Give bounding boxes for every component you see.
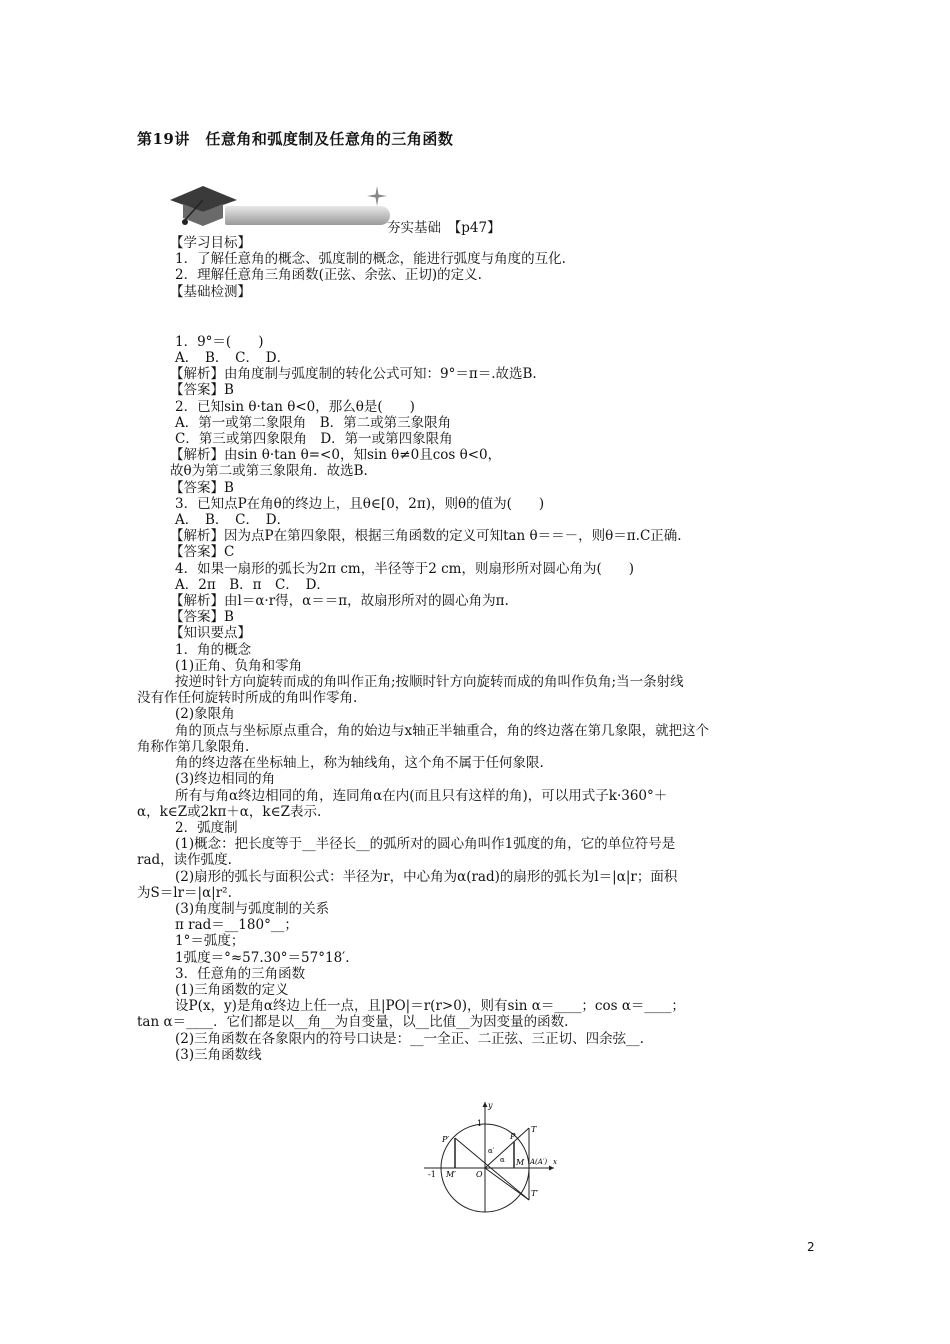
- kp-1-1-text: 按逆时针方向旋转而成的角叫作正角;按顺时针方向旋转而成的角叫作负角;当一条射线: [175, 674, 684, 691]
- question-1: 1．9°＝( ): [175, 333, 264, 350]
- fig-label-minus-one: -1: [428, 1170, 436, 1179]
- kp-2-1-text-cont: rad，读作弧度.: [137, 852, 232, 869]
- question-1-solution: 【解析】由角度制与弧度制的转化公式可知：9°＝π＝.故选B.: [170, 366, 537, 383]
- fig-label-p: P: [510, 1132, 516, 1141]
- question-2-options-c: C．第三或第四象限角 D．第一或第四象限角: [175, 431, 453, 448]
- fig-label-x: x: [553, 1158, 557, 1166]
- question-3: 3．已知点P在角θ的终边上，且θ∈[0，2π)，则θ的值为( ): [175, 495, 545, 512]
- fig-label-m-prime: M′: [446, 1170, 457, 1179]
- kp-1-2-text-2: 角的终边落在坐标轴上，称为轴线角，这个角不属于任何象限.: [175, 755, 544, 772]
- fig-label-a: A(A′): [530, 1158, 548, 1166]
- fig-label-t-prime: T′: [531, 1189, 539, 1198]
- question-4: 4．如果一扇形的弧长为2π cm，半径等于2 cm，则扇形所对圆心角为( ): [175, 560, 634, 577]
- question-3-options: A． B． C． D．: [175, 512, 291, 529]
- question-2-answer: 【答案】B: [170, 479, 234, 496]
- fig-label-o: O: [476, 1170, 483, 1179]
- kp-2-2-text: (2)扇形的弧长与面积公式：半径为r，中心角为α(rad)的扇形的弧长为l＝|α|r；面积: [175, 868, 678, 885]
- kp-1-1-text-cont: 没有作任何旋转时所成的角叫作零角.: [137, 690, 358, 707]
- section-banner: [165, 180, 405, 236]
- kp-1-3-heading: (3)终边相同的角: [175, 771, 276, 788]
- question-3-answer: 【答案】C: [170, 544, 235, 561]
- question-4-solution: 【解析】由l＝α·r得，α＝＝π，故扇形所对的圆心角为π.: [170, 593, 509, 610]
- banner-label: 夯实基础 【p47】: [387, 220, 501, 236]
- kp-2-3-a: π rad＝__180°__；: [175, 917, 298, 934]
- question-4-options: A．2π B．π C． D．: [175, 576, 330, 593]
- unit-circle-figure: [418, 1098, 560, 1214]
- kp-1-3-text-cont: α，k∈Z或2kπ＋α，k∈Z表示.: [137, 803, 322, 820]
- knowledge-header: 【知识要点】: [170, 625, 251, 642]
- test-header: 【基础检测】: [170, 283, 251, 300]
- question-1-options: A． B． C． D．: [175, 350, 291, 367]
- fig-label-t: T: [531, 1125, 537, 1134]
- fig-label-alpha: α: [500, 1156, 505, 1164]
- banner-bar: [225, 206, 390, 225]
- sparkle-icon: [365, 184, 389, 208]
- goal-header: 【学习目标】: [170, 235, 251, 251]
- fig-label-m: M: [516, 1158, 525, 1167]
- question-2-solution: 【解析】由sin θ·tan θ=<0，知sin θ≠0且cos θ<0，: [170, 447, 502, 464]
- goal-2: 2．理解任意角三角函数(正弦、余弦、正切)的定义.: [175, 267, 482, 284]
- kp-1-heading: 1．角的概念: [175, 641, 252, 658]
- question-4-answer: 【答案】B: [170, 609, 234, 626]
- kp-3-1-text-cont: tan α＝____．它们都是以__角__为自变量，以__比值__为因变量的函数.: [137, 1014, 569, 1031]
- question-3-solution: 【解析】因为点P在第四象限，根据三角函数的定义可知tan θ＝＝－，则θ＝π.C正确.: [170, 528, 682, 545]
- kp-1-1-heading: (1)正角、负角和零角: [175, 657, 303, 674]
- question-1-answer: 【答案】B: [170, 382, 234, 399]
- fig-label-p-prime: P′: [442, 1135, 450, 1144]
- kp-2-3-c: 1弧度＝°≈57.30°＝57°18′.: [175, 949, 350, 966]
- kp-1-2-text-cont: 角称作第几象限角.: [137, 738, 250, 755]
- kp-2-3-heading: (3)角度制与弧度制的关系: [175, 900, 330, 917]
- kp-3-1-text: 设P(x，y)是角α终边上任一点，且|PO|＝r(r>0)，则有sin α＝____；cos α＝____；: [175, 998, 685, 1015]
- page-number: 2: [807, 1240, 815, 1254]
- kp-1-3-text: 所有与角α终边相同的角，连同角α在内(而且只有这样的角)，可以用式子k·360°＋: [175, 787, 668, 804]
- kp-1-2-heading: (2)象限角: [175, 706, 235, 723]
- lesson-title: 第19讲 任意角和弧度制及任意角的三角函数: [137, 130, 454, 148]
- kp-3-2-text: (2)三角函数在各象限内的符号口诀是：__一全正、二正弦、三正切、四余弦__.: [175, 1030, 644, 1047]
- document-body: [137, 235, 817, 1063]
- goal-1: 1．了解任意角的概念、弧度制的概念，能进行弧度与角度的互化.: [175, 251, 566, 268]
- kp-2-heading: 2．弧度制: [175, 819, 238, 836]
- fig-label-y: y: [488, 1101, 493, 1110]
- question-2-solution-cont: 故θ为第二或第三象限角．故选B.: [170, 463, 368, 480]
- kp-3-3-heading: (3)三角函数线: [175, 1046, 262, 1063]
- kp-2-2-text-cont: 为S＝lr＝|α|r².: [137, 884, 232, 901]
- kp-2-3-b: 1°＝弧度；: [175, 933, 245, 950]
- fig-label-alpha-prime: α′: [488, 1147, 495, 1155]
- fig-label-one: 1: [477, 1119, 483, 1128]
- kp-1-2-text: 角的顶点与坐标原点重合，角的始边与x轴正半轴重合，角的终边落在第几象限，就把这个: [175, 722, 710, 739]
- kp-3-1-heading: (1)三角函数的定义: [175, 981, 289, 998]
- kp-3-heading: 3．任意角的三角函数: [175, 965, 306, 982]
- question-2-options-a: A．第一或第二象限角 B．第二或第三象限角: [175, 414, 452, 431]
- question-2: 2．已知sin θ·tan θ<0，那么θ是( ): [175, 398, 415, 415]
- kp-2-1-text: (1)概念：把长度等于__半径长__的弧所对的圆心角叫作1弧度的角，它的单位符号是: [175, 836, 676, 853]
